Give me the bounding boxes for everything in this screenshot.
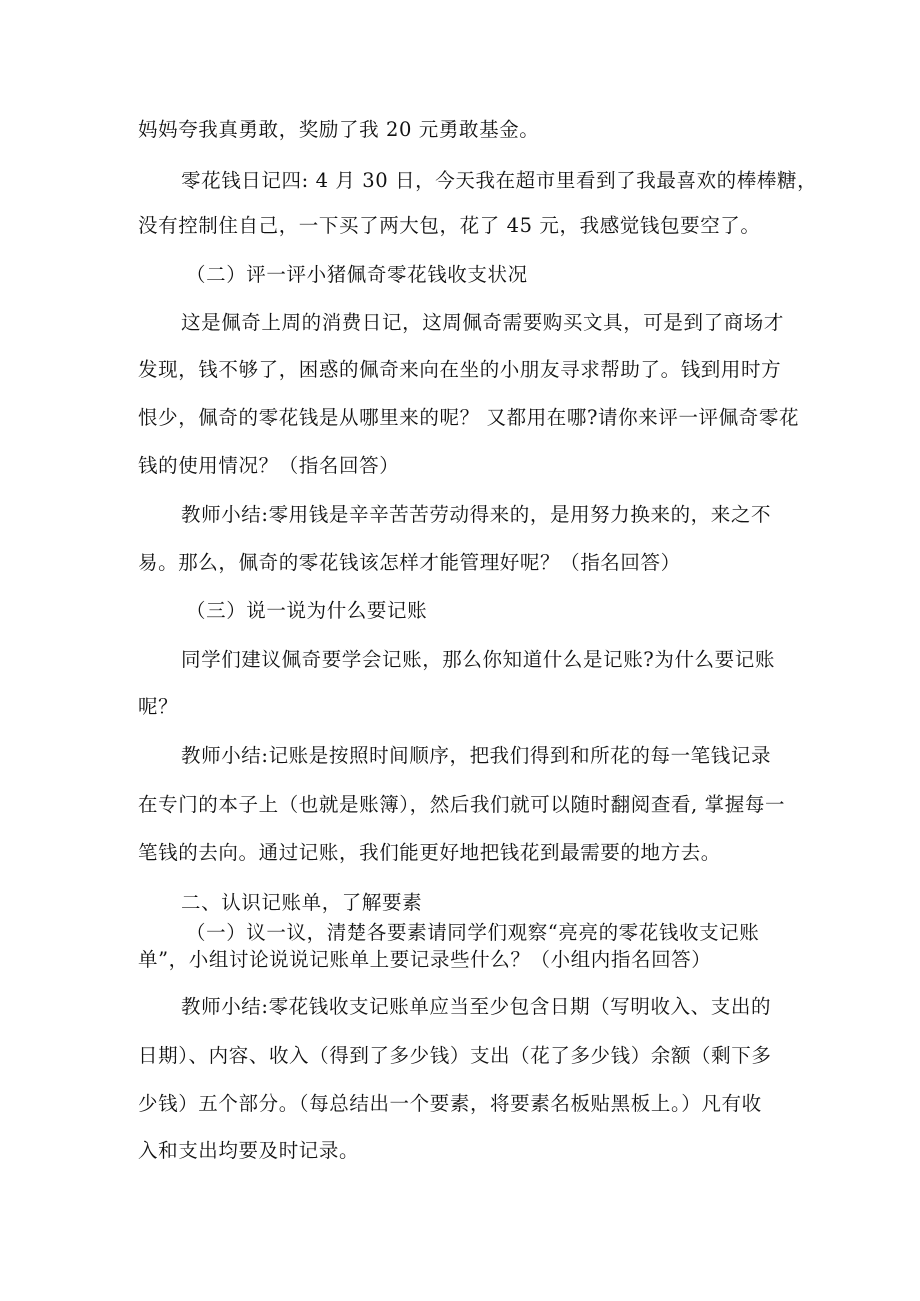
section-heading: 二、认识记账单，了解要素 [181, 891, 423, 914]
text-line: 零花钱日记四: 4 月 30 日，今天我在超市里看到了我最喜欢的棒棒糖， [181, 169, 818, 192]
section-heading: （二）评一评小猪佩奇零花钱收支状况 [186, 263, 528, 286]
text-line: 这是佩奇上周的消费日记，这周佩奇需要购买文具，可是到了商场才 [181, 311, 785, 334]
text-line: 教师小结:零用钱是辛辛苦苦劳动得来的，是用努力换来的，来之不 [181, 503, 772, 526]
text-line: 妈妈夸我真勇敢，奖励了我 20 元勇敢基金。 [138, 118, 540, 141]
text-line: 教师小结:记账是按照时间顺序，把我们得到和所花的每一笔钱记录 [181, 744, 772, 767]
text-line: 在专门的本子上（也就是账簿），然后我们就可以随时翻阅查看, 掌握每一 [138, 793, 786, 816]
text-line: 呢？ [138, 695, 179, 718]
text-line: 教师小结:零花钱收支记账单应当至少包含日期（写明收入、支出的 [181, 995, 772, 1018]
text-line: 恨少，佩奇的零花钱是从哪里来的呢？ 又都用在哪?请你来评一评佩奇零花 [138, 406, 800, 429]
text-line: 钱的使用情况？（指名回答） [138, 454, 400, 477]
text-line: 入和支出均要及时记录。 [138, 1139, 360, 1162]
text-line: 发现，钱不够了，困惑的佩奇来向在坐的小朋友寻求帮助了。钱到用时方 [138, 358, 782, 381]
section-heading: （三）说一说为什么要记账 [186, 599, 428, 622]
text-line: 易。那么，佩奇的零花钱该怎样才能管理好呢？（指名回答） [138, 551, 681, 574]
text-line: 日期）、内容、收入（得到了多少钱）支出（花了多少钱）余额（剩下多 [138, 1044, 772, 1067]
text-line: 少钱）五个部分。（每总结出一个要素，将要素名板贴黑板上。）凡有收 [138, 1092, 762, 1115]
text-line: 单”，小组讨论说说记账单上要记录些什么？（小组内指名回答） [138, 948, 712, 971]
text-line: （一）议一议，清楚各要素请同学们观察“亮亮的零花钱收支记账 [186, 921, 760, 944]
text-line: 笔钱的去向。通过记账，我们能更好地把钱花到最需要的地方去。 [138, 841, 721, 864]
text-line: 没有控制住自己，一下买了两大包，花了 45 元，我感觉钱包要空了。 [138, 214, 761, 237]
text-line: 同学们建议佩奇要学会记账，那么你知道什么是记账?为什么要记账 [181, 648, 775, 671]
